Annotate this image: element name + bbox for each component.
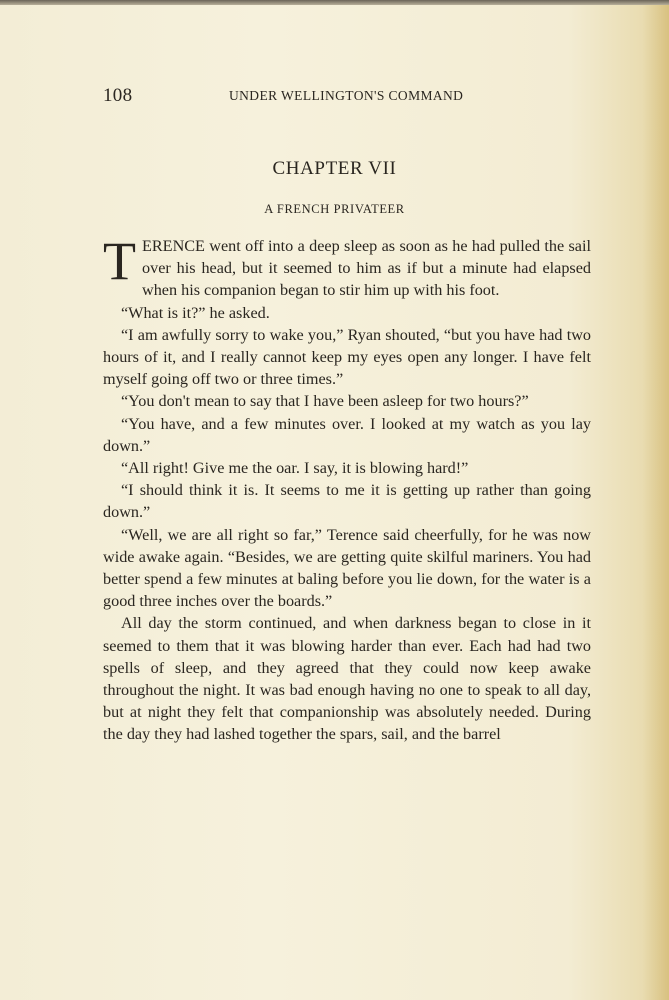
chapter-title: CHAPTER VII [272,158,397,179]
running-title: UNDER WELLINGTON'S COMMAND [229,88,464,103]
paragraph-1 [103,231,591,302]
paragraph-6: “All right! Give me the oar. I say, it is blowing hard!” [121,459,469,478]
paragraph-4: “You don't mean to say that I have been asleep for two hours?” [121,392,529,411]
paragraph-7: “I should think it is. It seems to me it is getting up rather than going down.” [103,481,591,522]
paragraph-1-text: ERENCE went off into a deep sleep as soon as he had pulled the sail over his head, but it seemed to him as if but a minute had elapsed when his companion began to stir him up with his foot. [142,237,591,300]
paragraph-8: “Well, we are all right so far,” Terence said cheerfully, for he was now wide awake again. “Besides, we are getting quite skilful mariners. You had better spend a few minutes at baling before you lie down, for the water is a good three inches over the boards.” [103,525,591,611]
drop-cap: T [103,231,136,291]
paragraph-3: “I am awfully sorry to wake you,” Ryan shouted, “but you have had two hours of it, and I really cannot keep my eyes open any longer. I have felt myself going off two or three times.” [103,325,591,389]
paragraph-2: “What is it?” he asked. [121,303,270,322]
page-top-edge [0,0,669,5]
paragraph-5: “You have, and a few minutes over. I looked at my watch as you lay down.” [103,414,591,455]
body-text [103,231,591,746]
chapter-subtitle: A FRENCH PRIVATEER [264,202,405,216]
page-number: 108 [103,85,133,106]
paragraph-9: All day the storm continued, and when darkness began to close in it seemed to them that it was blowing harder than ever. Each had had two spells of sleep, and they agreed that they could now keep awake throughout the night. It was bad enough having no one to speak to all day, but at night they felt that companionship was absolutely needed. During the day they had lashed together the spars, sail, and the barrel [103,614,591,744]
